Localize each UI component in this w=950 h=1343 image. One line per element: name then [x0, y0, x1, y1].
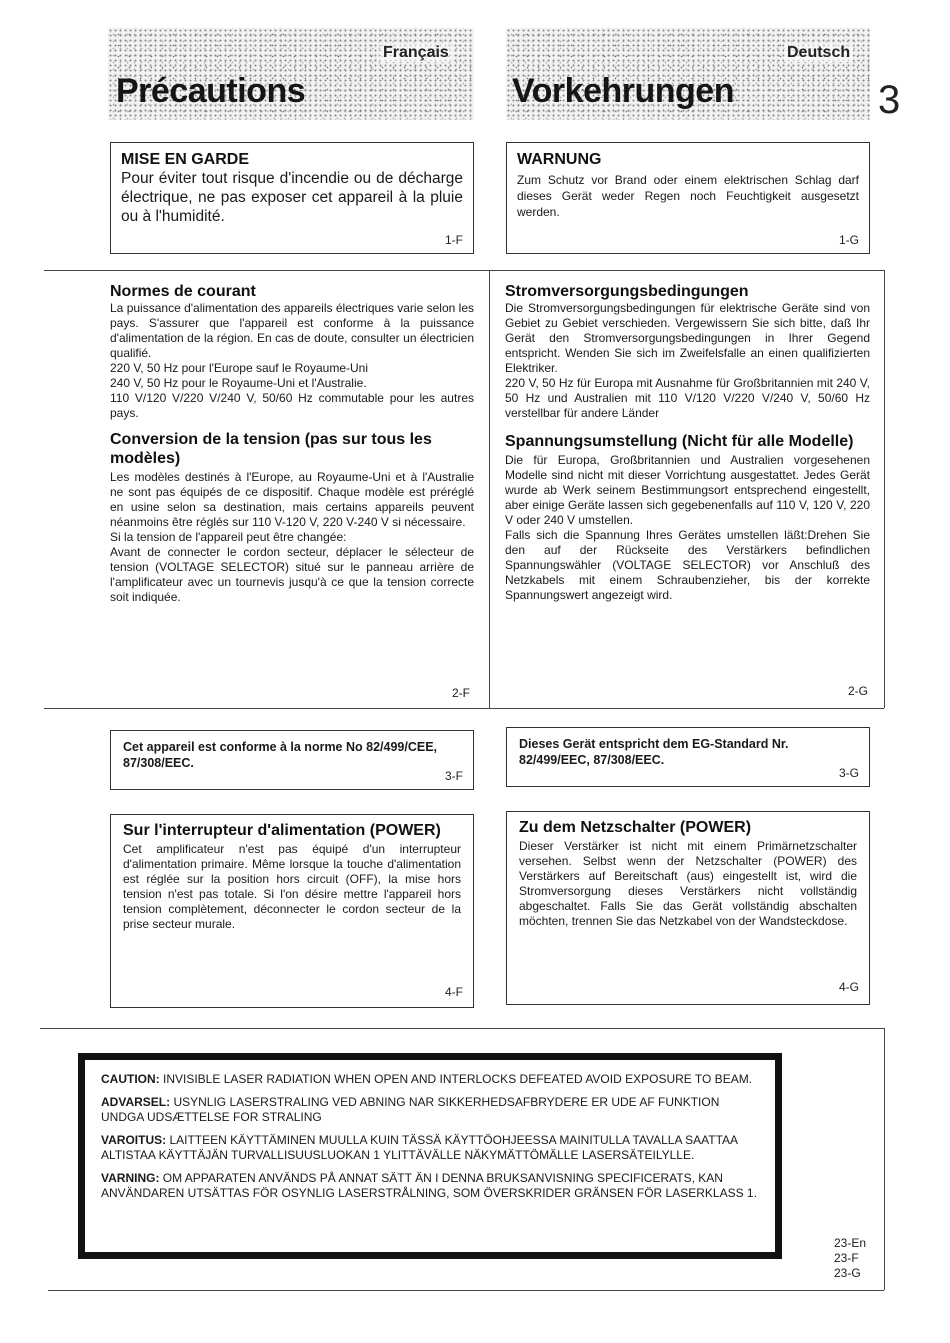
- laser-ref-g: 23-G: [834, 1266, 861, 1280]
- power-switch-ref-fr: 4-F: [445, 985, 463, 999]
- power-switch-box-fr: [110, 814, 474, 1008]
- laser-label-fi: VAROITUS:: [101, 1133, 167, 1147]
- section-text2-voltage-fr: Avant de connecter le cordon secteur, déplacer le sélecteur de tension (VOLTAGE SELECTOR) situé sur le panneau arrière de l'amplificateur avec un tournevis jusqu'à ce que la tension correcte soit indiquée.: [110, 545, 474, 604]
- section-line-voltage-fr: Si la tension de l'appareil peut être changée:: [110, 530, 347, 544]
- page-number: 3: [878, 78, 901, 122]
- warning-ref-de: 1-G: [838, 233, 859, 247]
- laser-ref-f: 23-F: [834, 1251, 859, 1265]
- page-title-fr: Précautions: [116, 72, 306, 110]
- power-switch-title-fr: Sur l'interrupteur d'alimentation (POWER): [123, 822, 441, 839]
- section-title-voltage-de: Spannungsumstellung (Nicht für alle Modelle): [505, 433, 854, 450]
- laser-text-en: INVISIBLE LASER RADIATION WHEN OPEN AND INTERLOCKS DEFEATED AVOID EXPOSURE TO BEAM.: [159, 1072, 753, 1086]
- power-switch-title-de: Zu dem Netzschalter (POWER): [519, 819, 752, 836]
- conformity-text-fr: Cet appareil est conforme à la norme No 82/499/CEE, 87/308/EEC.: [123, 740, 438, 770]
- laser-text-sv: OM APPARATEN ANVÄNDS PÅ ANNAT SÄTT ÄN I DENNA BRUKSANVISNING SPECIFICERATS, KAN ANVÄNDAREN UTSÄTTAS FÖR OSYNLIG LASERSTRÅLNING, SOM ÖVERSKRIDER GRÄNSEN FÖR LASERKLASS 1.: [101, 1171, 757, 1200]
- language-label-de: Deutsch: [784, 44, 853, 62]
- power-switch-text-fr: Cet amplificateur n'est pas équipé d'un interrupteur d'alimentation primaire. Même lorsque la touche d'alimentation est réglée sur la position hors circuit (OFF), la mise hors tension n'est pas totale. Si l'on désire mettre l'appareil hors tension complètement, déconnecter le cordon secteur de la prise secteur murale.: [123, 842, 461, 931]
- conformity-ref-de: 3-G: [838, 766, 859, 780]
- divider-lower: [40, 1028, 884, 1029]
- conformity-box-de: [506, 727, 870, 787]
- warning-text-fr: Pour éviter tout risque d'incendie ou de décharge électrique, ne pas exposer cet appareil à la pluie ou à l'humidité.: [121, 170, 463, 225]
- laser-label-en: CAUTION:: [101, 1072, 160, 1086]
- laser-refs: [834, 1236, 866, 1281]
- lower-right-frame-line: [884, 1028, 885, 1290]
- voltage-line-europe: 220 V, 50 Hz pour l'Europe sauf le Royaume-Uni: [110, 361, 368, 375]
- section-text2-power-de: 220 V, 50 Hz für Europa mit Ausnahme für Großbritannien mit 240 V, 50 Hz und Australien mit 110 V/120 V/220 V/240 V, 50/60 Hz verstellbar für andere Länder: [505, 376, 870, 420]
- warning-box-de: [506, 142, 870, 254]
- section-ref-2f: 2-F: [452, 686, 470, 700]
- laser-caution-en: [101, 1072, 757, 1087]
- divider-bottom: [48, 1290, 884, 1291]
- divider-top: [44, 270, 884, 271]
- laser-text-fi: LAITTEEN KÄYTTÄMINEN MUULLA KUIN TÄSSÄ KÄYTTÖOHJEESSA MAINITULLA TAVALLA SAATTAA ALTISTAA KÄYTTÄJÄN TURVALLISUUSLUOKAN 1 YLITTÄVÄLLE NÄKYMÄTTÖMÄLLE LASERSÄTEILYLLE.: [101, 1133, 738, 1162]
- section-text-power-de: Die Stromversorgungsbedingungen für elektrische Geräte sind von Gebiet zu Gebiet verschieden. Vergewissern Sie sich bitte, daß Ihr Gerät den Stromversorgungsbedingungen in Ihrer Gegend entspricht. Wenden Sie sich im Zweifelsfalle an einen qualifizierten Elektriker.: [505, 301, 870, 375]
- laser-caution-da: [101, 1095, 757, 1125]
- divider-middle: [44, 708, 884, 709]
- section-text2-voltage-de: Falls sich die Spannung Ihres Gerätes umstellen läßt:Drehen Sie den auf der Rückseite des Verstärkers befindlichen Spannungswähler (VOLTAGE SELECTOR) vor Anschluß des Netzkabels mit einem Schraubenzieher, bis der korrekte Spannungswert angezeigt wird.: [505, 528, 870, 602]
- laser-caution-fi: [101, 1133, 757, 1163]
- voltage-line-uk: 240 V, 50 Hz pour le Royaume-Uni et l'Australie.: [110, 376, 367, 390]
- header-banner-de: [506, 28, 870, 120]
- warning-text-de: Zum Schutz vor Brand oder einem elektrischen Schlag darf dieses Gerät weder Regen noch Feuchtigkeit ausgesetzt werden.: [517, 173, 859, 219]
- power-switch-box-de: [506, 811, 870, 1005]
- warning-ref-fr: 1-F: [445, 233, 463, 247]
- section-text-voltage-de: Die für Europa, Großbritannien und Australien vorgesehenen Modelle sind nicht mit dieser Vorrichtung ausgestattet. Jedes Gerät wurde ab Werk seinem Bestimmungsort entsprechend eingestellt, aber einige Geräte lassen sich gegebenenfalls auf 110 V, 120 V, 220 V oder 240 V umstellen.: [505, 453, 870, 527]
- laser-caution-sv: [101, 1171, 757, 1201]
- section-ref-2g: 2-G: [848, 684, 869, 698]
- power-switch-text-de: Dieser Verstärker ist nicht mit einem Primärnetzschalter versehen. Selbst wenn der Netzschalter (POWER) des Verstärkers auf Bereitschaft (aus) eingestellt ist, wird die Stromversorgung dieses Verstärkers nicht vollständig abgeschaltet. Falls Sie das Gerät vollständig abschalten möchten, trennen Sie das Netzkabel von der Wandsteckdose.: [519, 839, 857, 928]
- conformity-text-de: Dieses Gerät entspricht dem EG-Standard Nr. 82/499/EEC, 87/308/EEC.: [519, 737, 789, 767]
- right-frame-line: [884, 270, 885, 708]
- power-switch-ref-de: 4-G: [838, 980, 859, 994]
- laser-label-sv: VARNING:: [101, 1171, 160, 1185]
- laser-ref-en: 23-En: [834, 1236, 867, 1250]
- conformity-box-fr: [110, 730, 474, 790]
- laser-text-da: USYNLIG LASERSTRALING VED ABNING NAR SIKKERHEDSAFBRYDERE ER UDE AF FUNKTION UNDGA UDSÆTTELSE FOR STRALING: [101, 1095, 720, 1124]
- section-text-voltage-fr: Les modèles destinés à l'Europe, au Royaume-Uni et à l'Australie ne sont pas équipés de ce dispositif. Chaque modèle est préréglé en usine selon sa destination, mais certains appareils peuvent néanmoins être réglés sur 110 V-120 V, 220 V-240 V si nécessaire.: [110, 470, 474, 529]
- section-title-power-de: Stromversorgungsbedingungen: [505, 283, 749, 300]
- section-power-de: [505, 282, 870, 421]
- page-title-de: Vorkehrungen: [512, 72, 734, 110]
- header-banner-fr: [108, 28, 474, 120]
- warning-title-fr: MISE EN GARDE: [121, 151, 250, 168]
- section-text-power-fr: La puissance d'alimentation des appareils électriques varie selon les pays. S'assurer que l'appareil est conforme à la puissance d'alimentation de la région. En cas de doute, consulter un électricien qualifié.: [110, 301, 474, 360]
- language-label-fr: Français: [380, 44, 452, 62]
- laser-label-da: ADVARSEL:: [101, 1095, 171, 1109]
- warning-title-de: WARNUNG: [517, 151, 602, 168]
- section-title-voltage-fr: Conversion de la tension (pas sur tous les modèles): [110, 431, 432, 467]
- warning-box-fr: [110, 142, 474, 254]
- column-divider: [489, 270, 490, 708]
- laser-caution-box: [78, 1053, 782, 1259]
- conformity-ref-fr: 3-F: [445, 769, 463, 783]
- section-voltage-de: [505, 432, 870, 603]
- section-voltage-fr: [110, 430, 474, 605]
- section-power-fr: [110, 282, 474, 421]
- voltage-line-other: 110 V/120 V/220 V/240 V, 50/60 Hz commutable pour les autres pays.: [110, 391, 474, 420]
- section-title-power-fr: Normes de courant: [110, 283, 256, 300]
